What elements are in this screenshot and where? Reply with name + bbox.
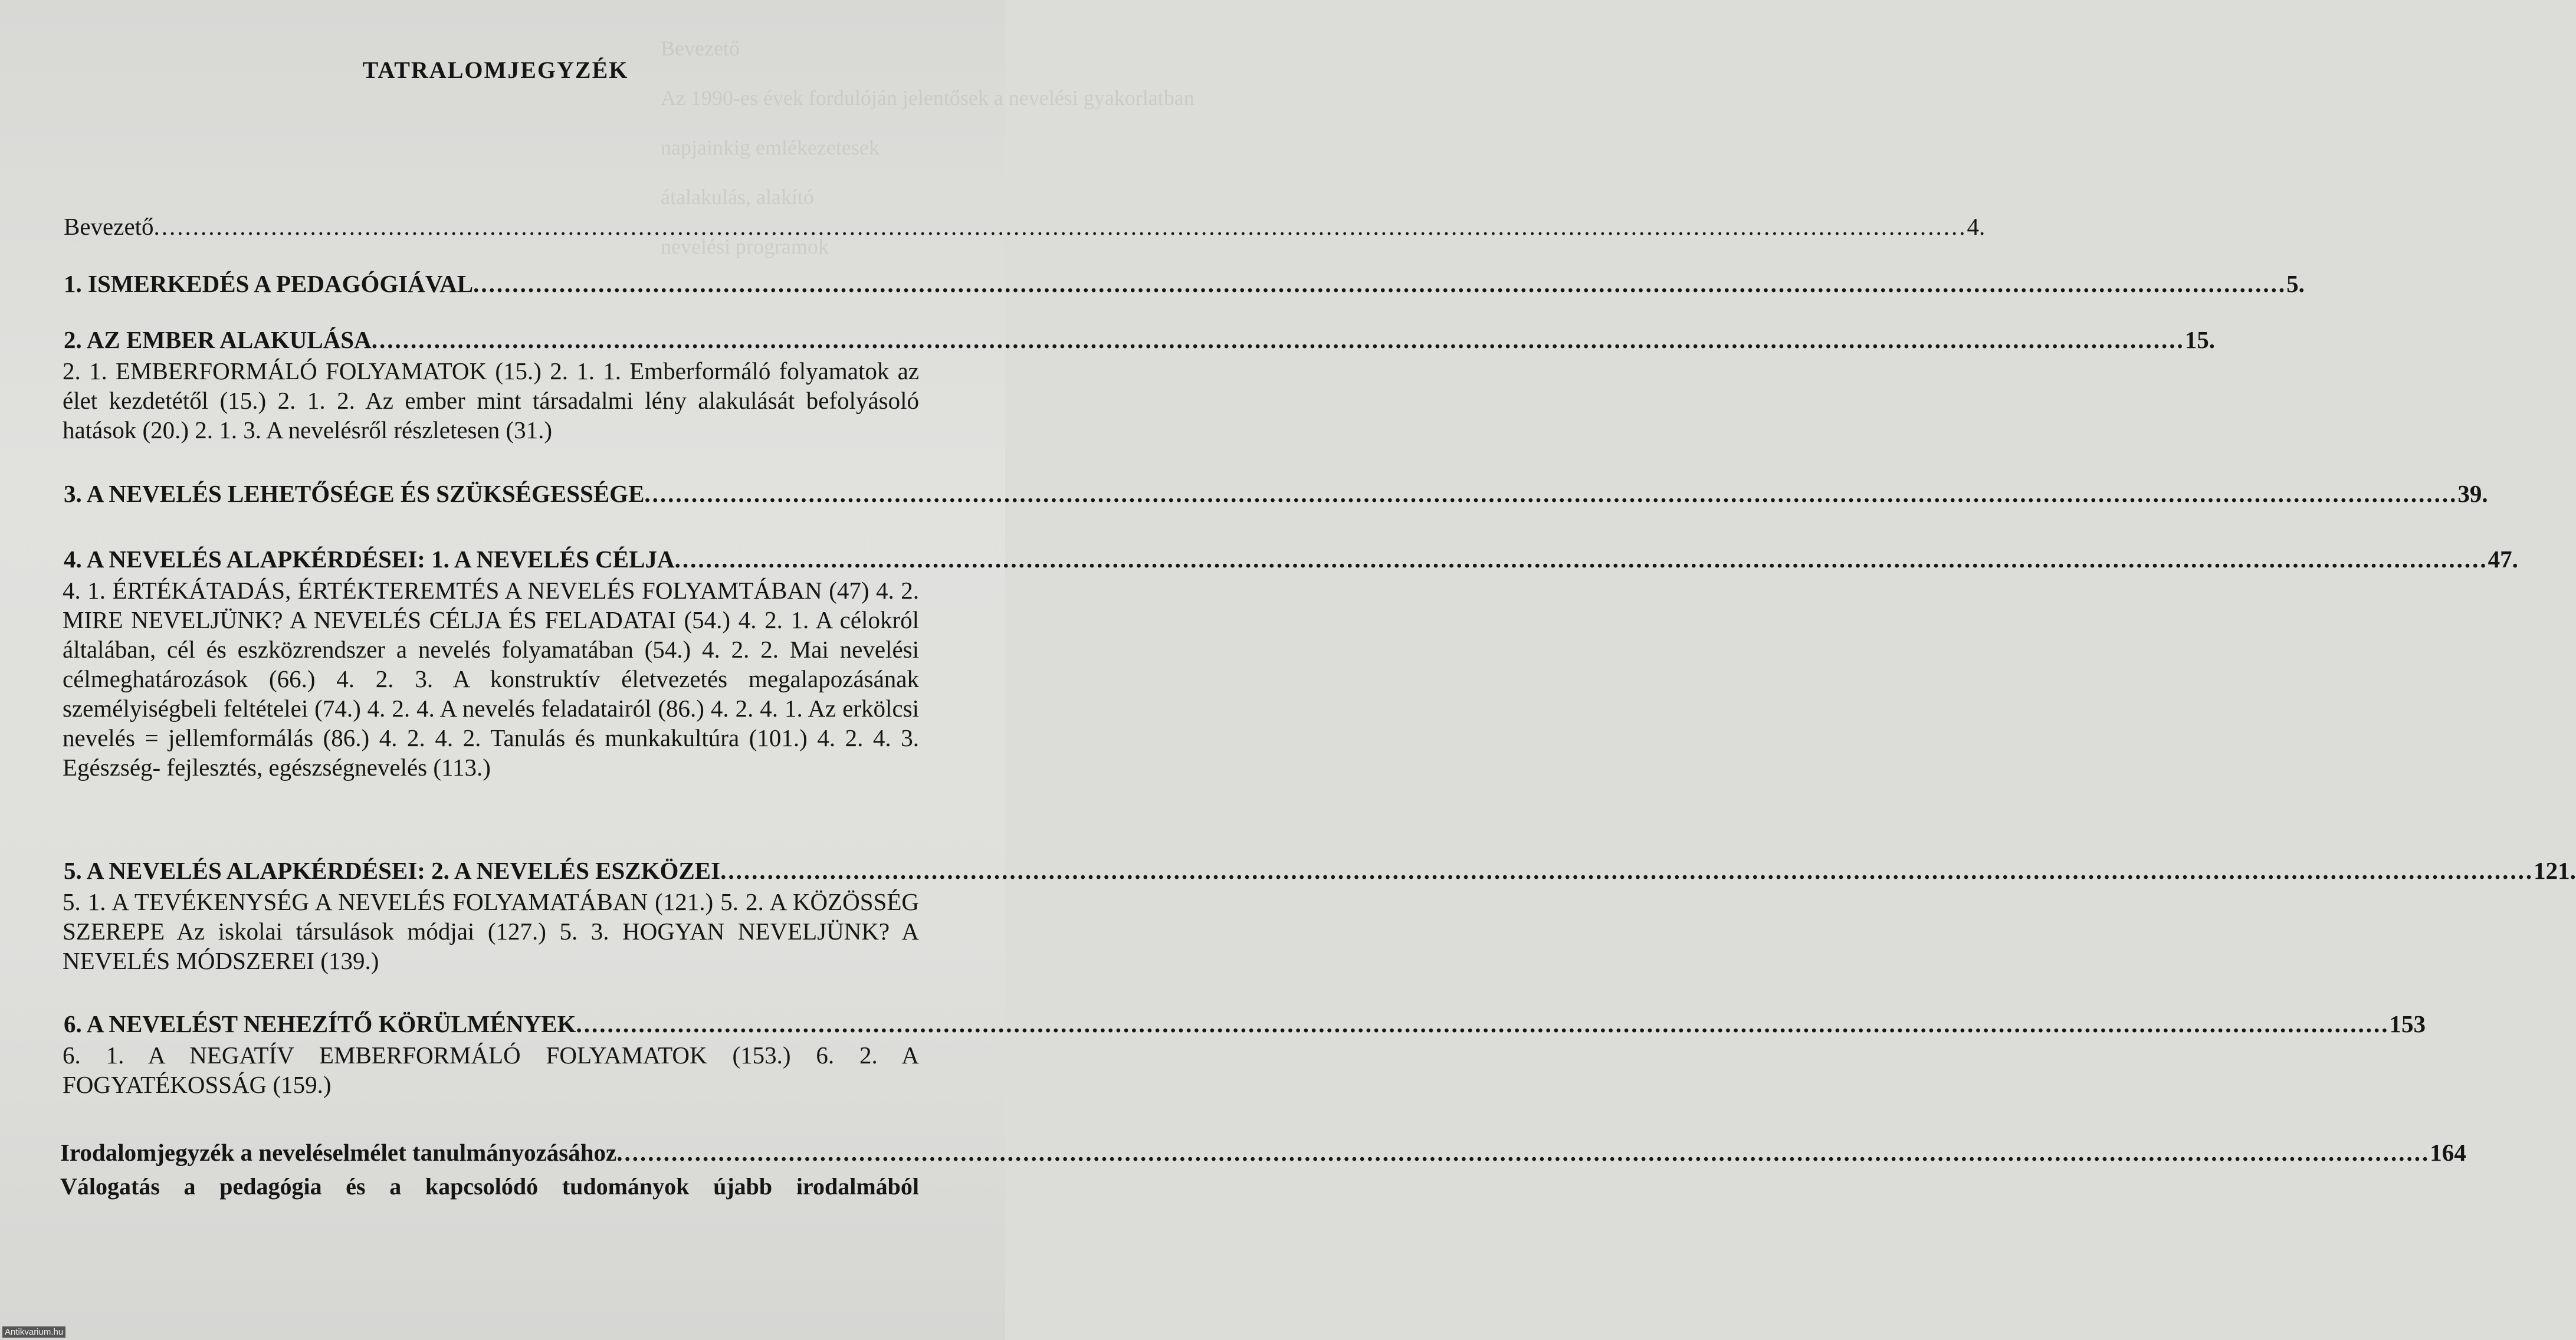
toc-entry-title: Irodalomjegyzék a neveléselmélet tanulmányozásához — [60, 1139, 617, 1166]
dot-leader — [616, 1138, 2430, 1167]
ghost-line: Az 1990-es évek fordulóján jelentősek a nevelési gyakorlatban — [661, 86, 1195, 110]
toc-entry-title: 5. A NEVELÉS ALAPKÉRDÉSEI: 2. A NEVELÉS ESZKÖZEI — [64, 857, 721, 884]
toc-entry-page: 47. — [2488, 546, 2518, 573]
page-title: TATRALOMJEGYZÉK — [362, 57, 629, 83]
toc-entry-chapter-5 — [64, 856, 2576, 885]
toc-entry-page: 5. — [2286, 270, 2305, 297]
chapter-2-subsections: 2. 1. EMBERFORMÁLÓ FOLYAMATOK (15.) 2. 1. 1. Emberformáló folyamatok az élet kezdetétől (15.) 2. 1. 2. Az ember mint társadalmi lény alakulását befolyásoló hatások (20.) 2. 1. 3. A nevelésről részletesen (31.) — [63, 357, 919, 444]
dot-leader — [675, 545, 2488, 573]
toc-entry-title: 2. AZ EMBER ALAKULÁSA — [64, 326, 372, 353]
chapter-5-subsections: 5. 1. A TEVÉKENYSÉG A NEVELÉS FOLYAMATÁBAN (121.) 5. 2. A KÖZÖSSÉG SZEREPE Az iskolai társulások módjai (127.) 5. 3. HOGYAN NEVELJÜNK? A NEVELÉS MÓDSZEREI (139.) — [63, 888, 919, 974]
toc-entry-chapter-6 — [64, 1010, 2426, 1038]
ghost-line: átalakulás, alakító — [661, 185, 814, 209]
ghost-line: nevelési programok — [661, 235, 829, 258]
toc-entry-chapter-3 — [64, 479, 2488, 508]
toc-entry-page: 15. — [2184, 326, 2215, 353]
dot-leader — [154, 212, 1967, 241]
watermark: Antikvarium.hu — [2, 1326, 65, 1338]
toc-entry-title: 3. A NEVELÉS LEHETŐSÉGE ÉS SZÜKSÉGESSÉGE — [64, 480, 645, 507]
toc-entry-page: 164 — [2430, 1139, 2466, 1166]
toc-entry-chapter-4 — [64, 545, 2518, 573]
dot-leader — [576, 1010, 2389, 1038]
dot-leader — [644, 479, 2457, 508]
toc-entry-title: 1. ISMERKEDÉS A PEDAGÓGIÁVAL — [64, 270, 474, 297]
toc-entry-bibliography — [60, 1138, 2466, 1167]
toc-entry-page: 39. — [2457, 480, 2488, 507]
chapter-6-subsections: 6. 1. A NEGATÍV EMBERFORMÁLÓ FOLYAMATOK (153.) 6. 2. A FOGYATÉKOSSÁG (159.) — [63, 1042, 919, 1098]
dot-leader — [473, 270, 2286, 298]
ghost-line: Bevezető — [661, 37, 740, 60]
toc-entry-page: 153 — [2389, 1010, 2426, 1037]
toc-entry-chapter-2 — [64, 326, 2215, 354]
ghost-line: napjainkig emlékezetesek — [661, 136, 880, 159]
toc-entry-title: 6. A NEVELÉST NEHEZÍTŐ KÖRÜLMÉNYEK — [64, 1010, 576, 1037]
toc-entry-page: 4. — [1967, 213, 1986, 240]
dot-leader — [372, 326, 2185, 354]
toc-entry-page: 121. — [2534, 857, 2576, 884]
toc-entry-chapter-1 — [64, 270, 2305, 298]
chapter-4-subsections: 4. 1. ÉRTÉKÁTADÁS, ÉRTÉKTEREMTÉS A NEVELÉS FOLYAMTÁBAN (47) 4. 2. MIRE NEVELJÜNK? A NEVELÉS CÉLJA ÉS FELADATAI (54.) 4. 2. 1. A célokról általában, cél és eszközrendszer a nevelés folyamatában (54.) 4. 2. 2. Mai nevelési célmeghatározások (66.) 4. 2. 3. A konstruktív életvezetés megalapozásának személyiségbeli feltételei (74.) 4. 2. 4. A nevelés feladatairól (86.) 4. 2. 4. 1. Az erkölcsi nevelés = jellemformálás (86.) 4. 2. 4. 2. Tanulás és munkakultúra (101.) 4. 2. 4. 3. Egészség- fejlesztés, egészségnevelés (113.) — [63, 577, 919, 781]
toc-entry-introduction — [64, 212, 1986, 241]
toc-entry-title: 4. A NEVELÉS ALAPKÉRDÉSEI: 1. A NEVELÉS CÉLJA — [64, 546, 675, 573]
dot-leader — [720, 856, 2534, 885]
toc-entry-title: Bevezető — [64, 213, 154, 240]
toc-entry-selection: Válogatás a pedagógia és a kapcsolódó tudományok újabb irodalmából — [60, 1173, 919, 1200]
